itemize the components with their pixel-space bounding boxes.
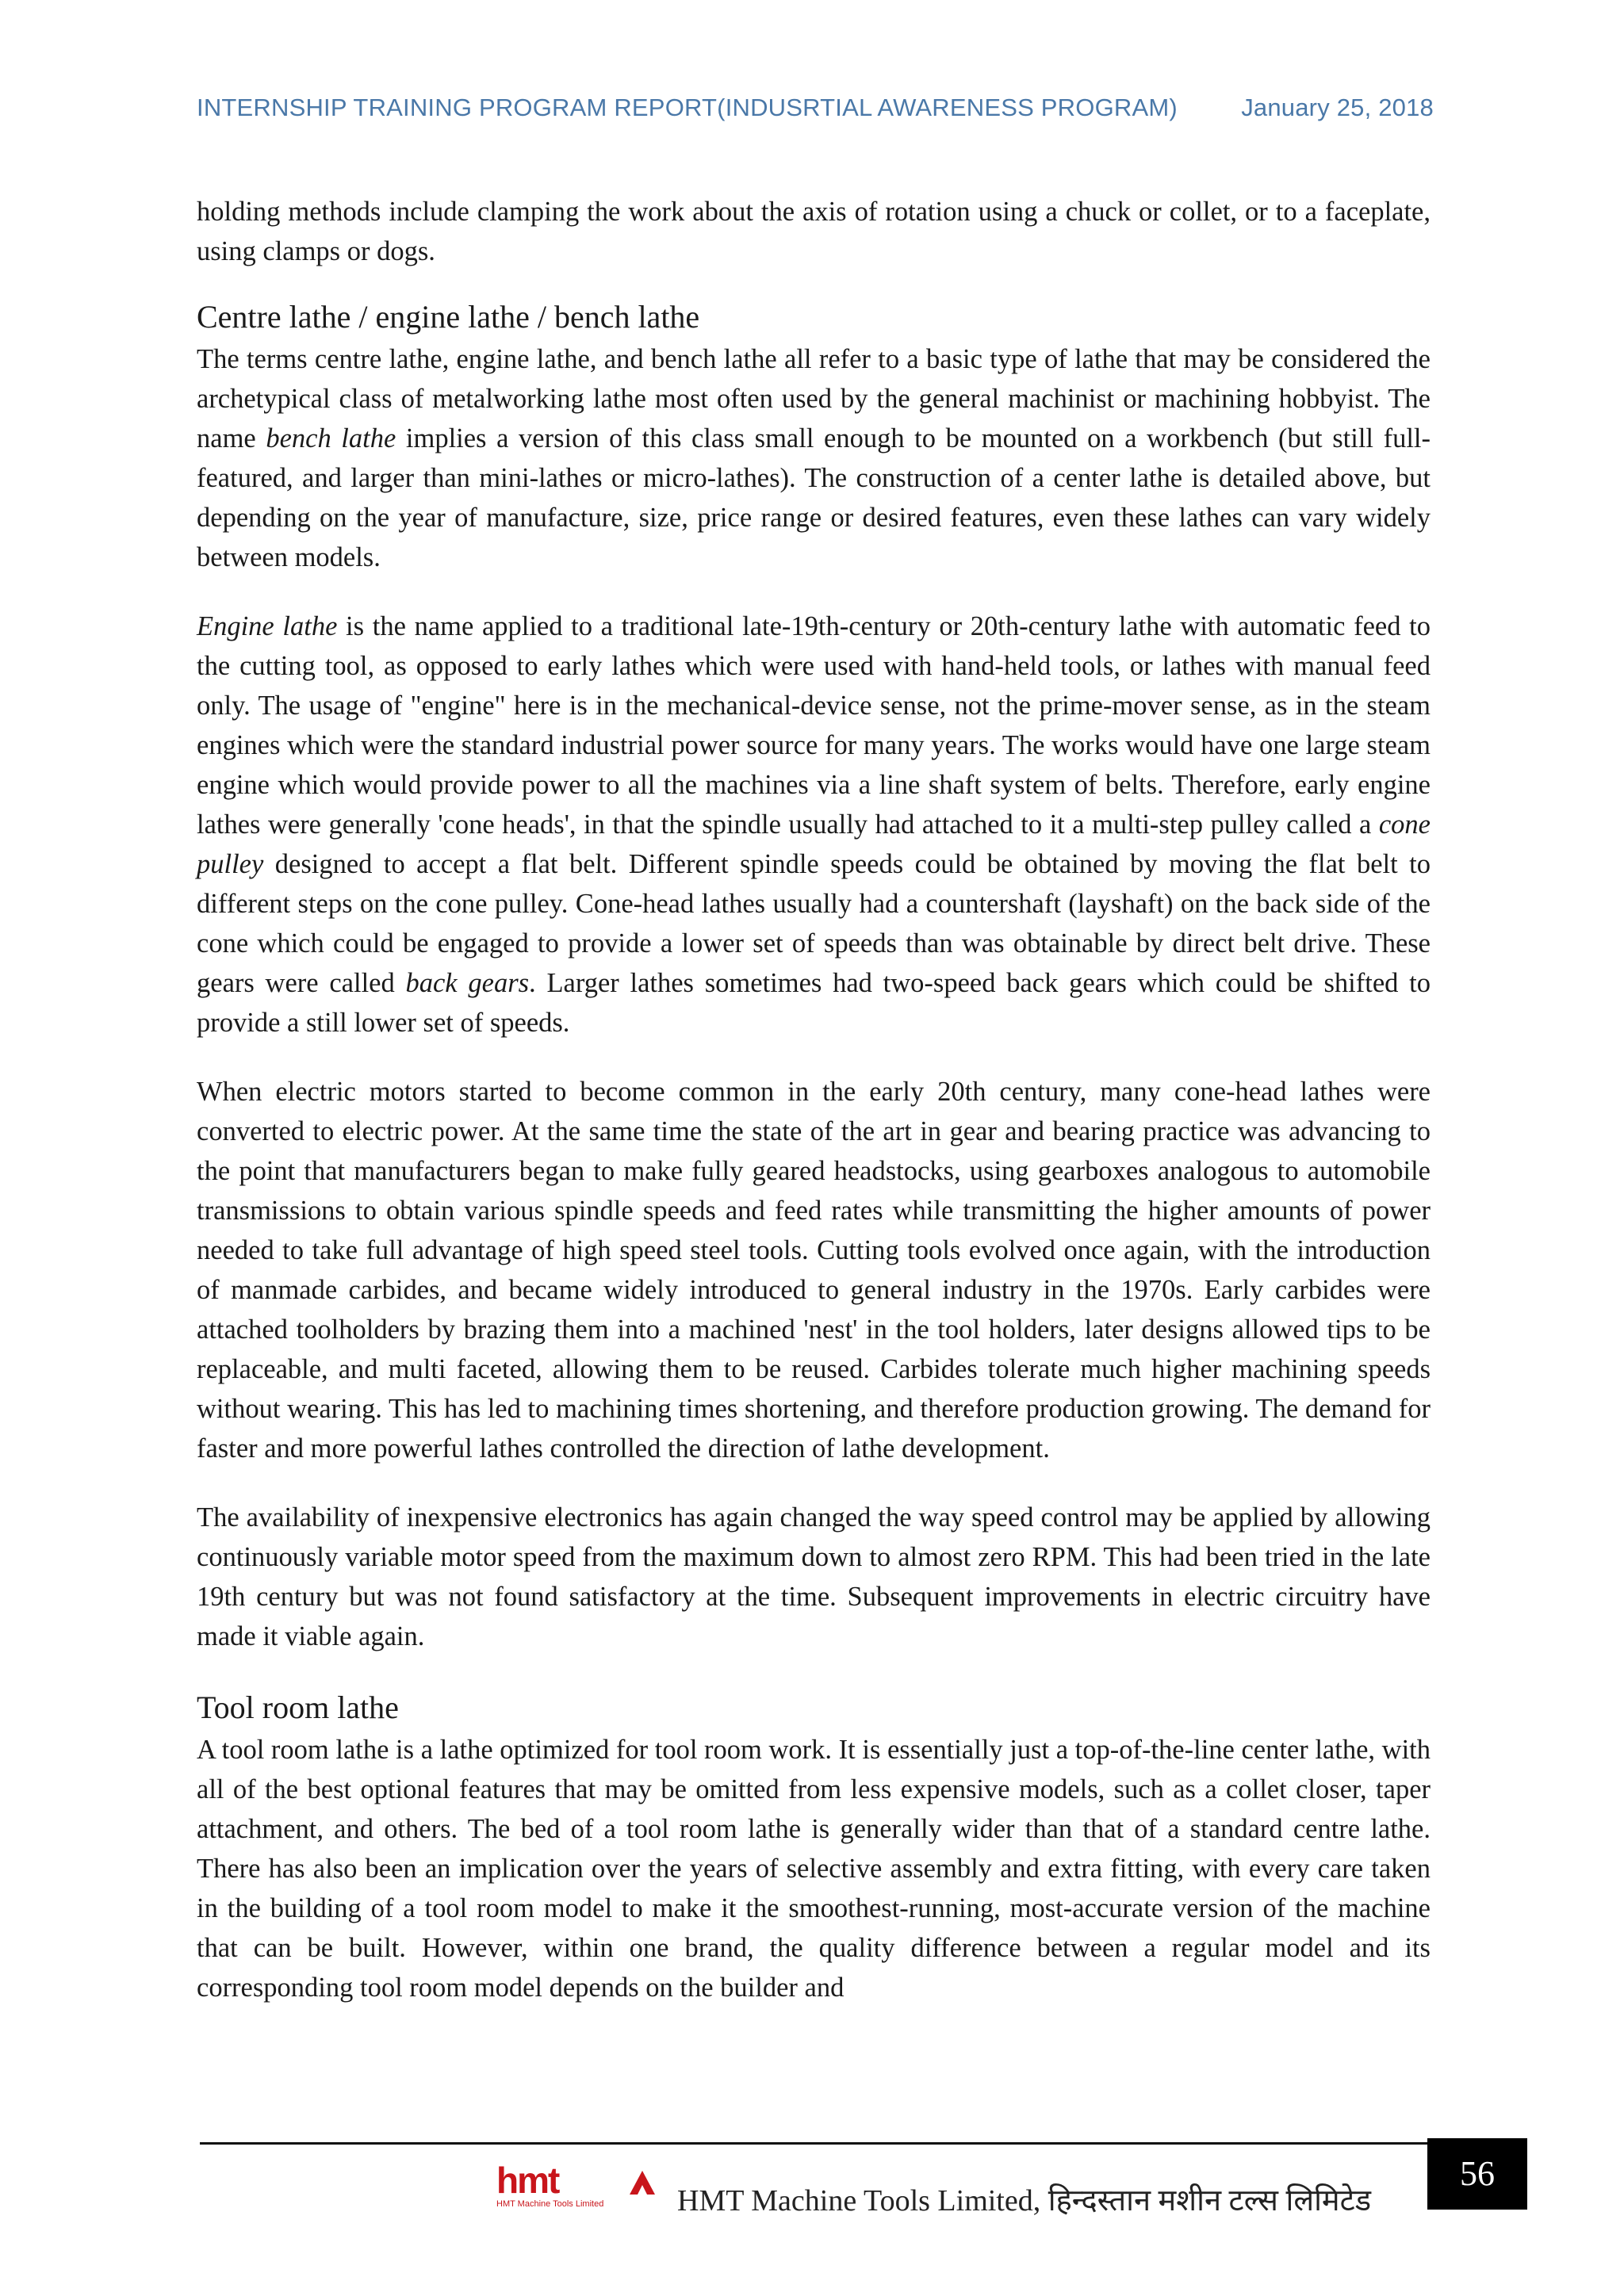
heading-centre-lathe: Centre lathe / engine lathe / bench lathe [197, 299, 700, 335]
page-number: 56 [1427, 2138, 1527, 2210]
paragraph-centre-lathe: The terms centre lathe, engine lathe, and bench lathe all refer to a basic type of lathe that may be considered the archetypical class of metalworking lathe most often used by the general machinist or machining hobbyist. The name bench lathe implies a version of this class small enough to be mounted on a workbench (but still full-featured, and larger than mini-lathes or micro-lathes). The construction of a center lathe is detailed above, but depending on the year of manufacture, size, price range or desired features, even these lathes can vary widely between models. [197, 344, 1431, 572]
hmt-logo [495, 2163, 676, 2209]
paragraph-electric-motors: When electric motors started to become common in the early 20th century, many cone-head lathes were converted to electric power. At the same time the state of the art in gear and bearing practice was advancing to the point that manufacturers began to make fully geared headstocks, using gearboxes analogous to automobile transmissions to obtain various spindle speeds and feed rates while transmitting the higher amounts of power needed to take full advantage of high speed steel tools. Cutting tools evolved once again, with the introduction of manmade carbides, and became widely introduced to general industry in the 1970s. Early carbides were attached toolholders by brazing them into a machined 'nest' in the tool holders, later designs allowed tips to be replaceable, and multi faceted, allowing them to be reused. Carbides tolerate much higher machining speeds without wearing. This has led to machining times shortening, and therefore production growing. The demand for faster and more powerful lathes controlled the direction of lathe development. [197, 1077, 1431, 1464]
footer-rule [200, 2142, 1427, 2145]
term-back-gears: back gears [405, 968, 530, 998]
page-body [197, 192, 1431, 2037]
term-bench-lathe: bench lathe [266, 423, 396, 453]
logo-subtext: HMT Machine Tools Limited [496, 2199, 604, 2209]
company-name: HMT Machine Tools Limited, हिन्दस्तान मशीन टल्स लिमिटेड [677, 2184, 1372, 2218]
running-header [197, 94, 1434, 133]
paragraph-electronics: The availability of inexpensive electronics has again changed the way speed control may be applied by allowing continuously variable motor speed from the maximum down to almost zero RPM. This had been tried in the late 19th century but was not found satisfactory at the time. Subsequent improvements in electric circuitry have made it viable again. [197, 1502, 1431, 1651]
report-title: INTERNSHIP TRAINING PROGRAM REPORT(INDUSRTIAL AWARENESS PROGRAM) [197, 94, 1178, 121]
paragraph-tool-room-lathe: A tool room lathe is a lathe optimized for tool room work. It is essentially just a top-of-the-line center lathe, with all of the best optional features that may be omitted from less expensive models, such as a collet closer, taper attachment, and others. The bed of a tool room lathe is generally wider than that of a standard centre lathe. There has also been an implication over the years of selective assembly and extra fitting, with every care taken in the building of a tool room model to make it the smoothest-running, most-accurate version of the machine that can be built. However, within one brand, the quality difference between a regular model and its corresponding tool room model depends on the builder and [197, 1735, 1431, 2003]
heading-tool-room-lathe: Tool room lathe [197, 1689, 399, 1725]
term-cone-pulley: cone pulley [197, 809, 1431, 879]
logo-wordmark: hmt [496, 2163, 559, 2201]
paragraph-continued: holding methods include clamping the work about the axis of rotation using a chuck or collet, or to a faceplate, using clamps or dogs. [197, 197, 1431, 266]
report-date: January 25, 2018 [1241, 94, 1434, 121]
term-engine-lathe: Engine lathe [197, 611, 338, 641]
paragraph-engine-lathe: Engine lathe is the name applied to a traditional late-19th-century or 20th-century lathe with automatic feed to the cutting tool, as opposed to early lathes which were used with hand-held tools, or lathes with manual feed only. The usage of "engine" here is in the mechanical-device sense, not the prime-mover sense, as in the steam engines which were the standard industrial power source for many years. The works would have one large steam engine which would provide power to all the machines via a line shaft system of belts. Therefore, early engine lathes were generally 'cone heads', in that the spindle usually had attached to it a multi-step pulley called a cone pulley designed to accept a flat belt. Different spindle speeds could be obtained by moving the flat belt to different steps on the cone pulley. Cone-head lathes usually had a countershaft (layshaft) on the back side of the cone which could be engaged to provide a lower set of speeds than was obtainable by direct belt drive. These gears were called back gears. Larger lathes sometimes had two-speed back gears which could be shifted to provide a still lower set of speeds. [197, 611, 1431, 1038]
